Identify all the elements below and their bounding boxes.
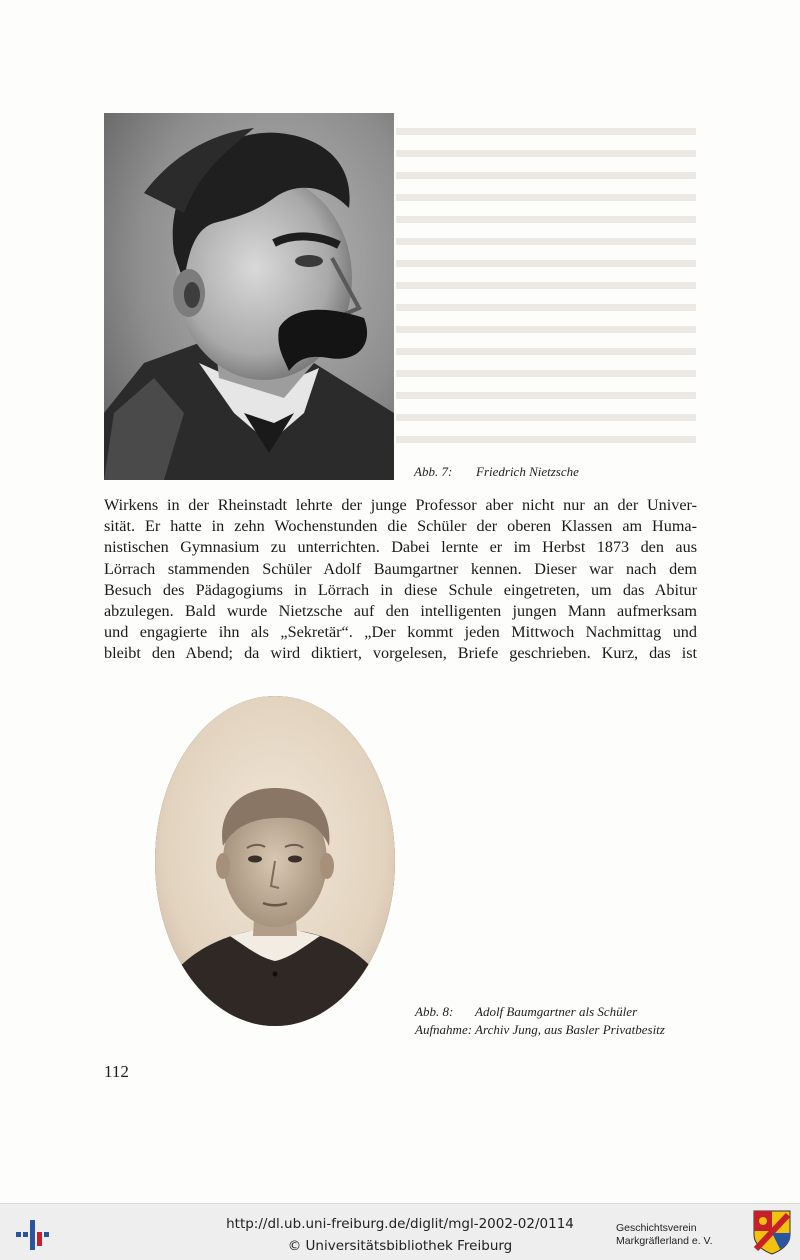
footer-copyright: © Universitätsbibliothek Freiburg [287,1238,513,1254]
figure7-title: Friedrich Nietzsche [476,464,579,479]
baumgartner-portrait-photo [155,696,395,1026]
body-line: Wirkens in der Rheinstadt lehrte der junge Professor aber nicht nur an der Univer- [104,496,697,514]
footer-society-name [616,1222,746,1248]
figure8-credit: Aufnahme: Archiv Jung, aus Basler Privatbesitz [415,1022,665,1037]
body-line: abzulegen. Bald wurde Nietzsche auf den intelligenten jungen Mann aufmerksam [104,602,697,621]
footer-bar [0,1203,800,1260]
body-line: nistischen Gymnasium zu unterrichten. Dabei lernte er im Herbst 1873 den aus [104,538,697,557]
figure7-number: Abb. 7: [414,464,453,479]
nietzsche-portrait-photo [104,113,394,480]
body-line: Besuch des Pädagogiums in Lörrach in diese Schule eingetreten, um das Abitur [104,580,697,599]
figure8-title: Adolf Baumgartner als Schüler [475,1004,638,1019]
footer-url-link[interactable]: http://dl.ub.uni-freiburg.de/diglit/mgl-2002-02/0114 [226,1216,574,1232]
body-line: Lörrach stammenden Schüler Adolf Baumgartner kennen. Dieser war nach dem [104,559,697,578]
figure8-caption [415,1003,665,1039]
figure8-number: Abb. 8: [415,1004,454,1019]
society-line2: Markgräflerland e. V. [616,1235,713,1247]
figure7-caption [414,464,579,480]
body-line: und engagierte ihn als „Sekretär“. „Der kommt jeden Mittwoch Nachmittag und [104,623,697,642]
body-paragraph [104,495,697,665]
body-line: sität. Er hatte in zehn Wochenstunden die Schüler der oberen Klassen am Huma- [104,517,697,536]
body-line: bleibt den Abend; da wird diktiert, vorgelesen, Briefe geschrieben. Kurz, das ist [104,644,697,663]
society-line1: Geschichtsverein [616,1222,697,1234]
coat-of-arms-icon [752,1209,792,1255]
page-number: 112 [104,1062,129,1081]
